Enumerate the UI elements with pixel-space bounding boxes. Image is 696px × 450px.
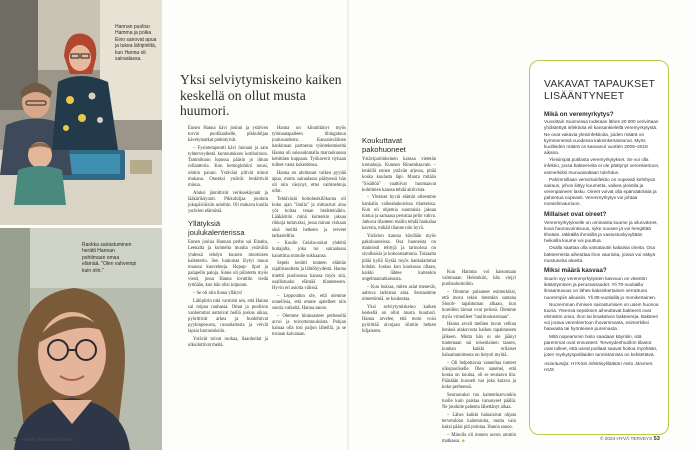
body-column-2 [272, 126, 346, 340]
info-box-paragraph: Mitä nopeammin hoito saadaan käyntiin, sitä paremmat ovat ennusteet. Terveydenhuollon tilastot ovat tulleet, että useat potilaat saavat hoitoa myöhään, joten myrkytyspotilaiden tunnistamista on kehitettävä. [544, 333, 658, 357]
body-paragraph: Aluksi jännittivät verikoekäynnit ja lääkärikäynnit. Pikkuhiljaa jouduin jokapäiväisiin asioihin. Oli mukava kuulla ystävien elämästä. [188, 190, 268, 215]
body-paragraph: – Leppoudun ole, että olemme onnellisia, että emme ajatelleet niin suuria vaikeitä, Hanna sanoo. [272, 293, 346, 311]
body-paragraph: – Se oli niin ihana yllätys! [193, 290, 243, 296]
info-box-paragraph: Nuoremman ihmisen sairastumisen on usein huonoa tuuria. Yleensä sepsiksen aiheuttavat bakteerit ovat elimistön omia, ihon tai limakalvon bakteereja. Bakteeri voi joutua verenkiertoon ihovammasta, esimerkiksi haavasta tai hyönteisen puremasta. [544, 301, 659, 332]
photo-caption-top: Hannan puoliso Hamma ja poika Eino sanovat apua ja tukea lähipiiriltä, kun Hanna oli sairaalassa. [115, 24, 157, 63]
info-box-paragraph: Verenmyrkytykselle on ominaista kuume ja vilunväreet, kova huonovointisuus, syke nousee ja voi hengittää tiheään. Iäkkäillä ihmisillä ja vastustuskyvyltään heikoilla kuume voi puuttua. [544, 219, 658, 244]
body-paragraph: – Fysioterapeutti kävi luonani ja sain tyhterveydestä kuntoutuksen kotihoitoon. Tammikuun lopussa pääsin jo ilman rollaattoria. Kun hemoglobiini nousi, olokin parani. Ystäväni pitivät minut mukana. Onneksi ystävät lenkittivät minua. [188, 145, 268, 188]
page-number-left: 52 [14, 437, 21, 443]
subheading: Yllätyksiä joulukalenterissa [188, 219, 245, 238]
body-paragraph: Yksi selviytymiskeino kaiken keskellä on ollut musta huumori. Hanna arvelee, että moni voisi pyörittää aivojaan silmiin hetken hiljaiseen. [362, 304, 436, 335]
body-paragraph: Tehtävästä hoitohenkilökunta oli koko ajan "ihulla" ja mittasivat aina yöt hoitaa tenan herätteinäkin. Lääkäritön minä kuitenkin jaksaa rikkoja tuttavaksi, jossa minun viskaan sinä meiltä hetkeen ja terveet tarkasteltiin. [272, 196, 346, 239]
subheading: Koukuttavat pakohuoneet [362, 136, 406, 154]
photo-caption-bottom: Rankka sairastuminen herätti Hannan pohtimaan omaa elämää. "Olen vahvempi kuin olin." [82, 242, 137, 274]
body-paragraph: Lähipiirin tuki varmisti sen, että Hanna sai toipua rauhassa. Omat ja puolison vanhemmat auttoivat heillä joskus aikaa, pyörittivät arkea ja huolehtivat pyykinpesusta, ruoanlaitosta ja veivät lapsia harrastuksiin. [188, 298, 268, 335]
page-gutter [347, 0, 349, 450]
info-box-paragraph: Vuosittain Suomessa todetaan lähes 20 000 verivirtaan yhdistettyä infektiota eli kansankielellä veremyrkytystä. Ne ovat vakavia yleisinfektioita, joiden määrä on kymmenessä vuodessa kaksinkertaistunut. Myös kuolleiden määrä on kasvanut vuotten 2006–2018 aikana. [544, 119, 659, 156]
body-paragraph: Ennen Hanna kävi joulun ja ystävien turvin poolikauhelle, pikkuhiljaa kävelymatkat pidentyivät. [188, 126, 268, 144]
closing-quote: – Minulla oli monen asvon ommin matkassa. [442, 432, 516, 445]
info-box-paragraph: Yleisimpiä potilasta veremyrkytykset. Se voi olla infektio, jossa bakteereita ei ole päätynyt verenkiertoon, esimerkiksi munuaisaltaan tulehdus. [544, 157, 660, 175]
folio-right [600, 436, 660, 442]
info-box-paragraph: Pahimmillaan verivirtainfektio on nopeasti kehittyvä sairaus, johon liittyy kuumetta, vaikea yleistila ja verenpaineen lasku. Oireet voivat olla epämääräisiä ja pahentua nopeasti. Verenmyrkytys voi johtaa monielinvaurioon. [544, 176, 657, 207]
article-headline: Yksi selviytymiskeino kaiken keskellä on ollut musta huumori. [180, 72, 342, 118]
info-box-body [544, 107, 660, 374]
info-box-paragraph: Suurin syy verenmyrkytysten kasvuun on väestön ikääntyminen ja perussairaudet. Yli 70-vuotiailla ilmaantuvuus on lähes kaksinkertainen verrattuna nuorempiin aikuisiin. Yli 80-vuotiailla jo monikertainen. [544, 276, 657, 300]
body-paragraph: Sepels herätti tunteen elämän rajallisuudesta ja lähtöhyydestä. Hanna miettii puolisonsa kanssa myös sitä, osallistuako elämää tilanteeseen. Hyvin eri asioita välissä. [272, 261, 346, 291]
body-paragraph: Seuraavaksi tuo kaitentinarvonkin tuolle kuin paistaa vanunyeet päällä. Ne jouduite pahenta lähettänyt aikaa. [442, 392, 516, 411]
body-paragraph: Hanna arveli meihen luvun velkua henkeä alakuvosta kaiken tapahtuneen jälkeen. Mutta hän oi ole jäänyt tuntemaan sai toisenlainen taasen, kunhan kaikki erilaiset haluamatoimesta on tietysti myötä. [442, 322, 516, 359]
info-box-subheading: Miksi määrä kasvaa? [544, 267, 607, 275]
magazine-name-left: HYVÄ TERVEYS 3/2024 [21, 437, 73, 442]
folio-left [14, 437, 73, 443]
body-paragraph: – Lähes kaikki haluaisivat ohjata tervetuloon kaitetointia, mutta vain kaksi pääsi piti pointaa. Hanna sanoo. [442, 412, 516, 431]
page-number-right: 53 [653, 436, 660, 442]
body-paragraph: – Oli helpottavaa vanneltaa tunteet ulkopuoliselle. Olen aanehei, että koska on kuulua, oli se seuraava tila. Päästään kursseit tuo joka kutava ja koko perheessä. [442, 360, 516, 391]
body-column-3 [362, 6, 436, 337]
info-box-source: Asiantuntija: HYKSin infektioylilääkäri Asko Järvinen, HUS [544, 361, 654, 373]
body-column-1 [188, 126, 268, 351]
body-paragraph: – Yhteiset hyvät elämät olleemme hankalia vaikeahakoisissa tilanteissa. Kun oli ohjemia suuntaisia jaksaa tuntua ja samaasa perustaa pelin vahva. Jatkuva tilanteen mallin tehdä hankalaa kaveria, mikäli tilanne niin hyvä. [362, 195, 436, 232]
info-box-title: VAKAVAT TAPAUKSET LISÄÄNTYNEET [544, 79, 655, 102]
body-paragraph: Hanna on aloittanut valkea pyytää apua, mutta sairaalassa päätyessä hän oli niin väsynyt, ettei vaihtoehtoja ollut. [272, 170, 346, 195]
body-paragraph: – Kun hukssa, miten asiat menevät, aaltova tarkistaa aina. Seuraamme nimettömiä, se koukuttaa. [362, 284, 436, 302]
body-paragraph: Hanna on kiinnittänyt myös työmaatapaileen tihingaluun joulusuudesta. Kansainvälinen hankinnan partneraa työntekemiseltä Hanna oli saisuudomalla marraskuussa kehittäen kuppaan. Työkaverit tiyhaan tulleet vasta kokeidensa. [272, 126, 346, 168]
body-paragraph: – Olemme hiransasteet perhesellä arvoi ja toivottomuuksista. Pohjan haluaa olla tosi paljon läheillä, ja se tosiaan kaivataan. [272, 313, 346, 337]
info-box [529, 60, 669, 435]
body-paragraph: Ystävät toivat ruokaa, ilaanhoitat ja ulkoiluttivat meitä. [188, 337, 268, 349]
info-box-paragraph: Osalla saattaa olla vatsatautin kaltaisia oireita. Osa bakteereista aiheuttaa ihon vaurioita, joissa voi näkyä mustuneita alueita. [544, 245, 656, 263]
body-column-4 [442, 270, 516, 447]
body-paragraph: Kun Hamma voi katsomaan valmiuaan Helsinkiin, hän viejyi puolisohoitoihin. [442, 270, 516, 288]
body-paragraph: Ystävien kanssa käydään myös pakohuoneissa. Osa huoneista on mainiosti tehtyjä ja tarinoissa on sivulhaisia ja kokoonsattunia. Toisaalta pitää kyllä löytää myös hankalammat kohdat. Joskus kun koukussa ollaan, kaikki lähtee kuitenkin ongelmanratkaisusta. [362, 233, 436, 282]
body-paragraph: – Olemme puhuneet esimerkiksi, että mova tekisi tietenkin santana Shoob- tapahtuman alkaan, kun horeillen hinnat ovat pelissä. Olemme myös virneilleet "tanilruoksiesiaan". [442, 289, 516, 320]
body-paragraph: Ennen joulua Hannan perhe sai Elnalta, Leenalta ja kolmelta muulta ystävältä yhdessä tehdyn kuusen muotoisen kalenterin. Sen luukuista löytyi muun muassa konvehteja. Hopop- lipat ja palapelin paloja. Sinne oli piilotettu myös viesti, jossa Hanna lovattiin viedä tyttöään, kun hän olisi toipunut. [188, 240, 268, 289]
info-box-subheading: Mikä on veremyrkytys? [544, 110, 614, 118]
info-box-subheading: Millaiset ovat oireet? [544, 210, 607, 218]
end-mark-icon: ◆ [461, 439, 466, 445]
magazine-name-right: © 2024 HYVÄ TERVEYS [600, 436, 653, 441]
body-paragraph [442, 433, 516, 445]
body-paragraph: Ystävipariinkeinen kanssa vietetän iremahoja. Kunnen Rinsenhaavain – lenkillä ennen ystävän arjessa, pitää koska kuulasta läpi. Muuta mitään "Sisältöä" vaattiivat huomaavat kohtimien kanssa tehdä aktiivista. [362, 157, 436, 193]
body-paragraph: – Kuulin Geisha-sukat yhdeltä hoitajalta, joka toi sairaalassa kaiuttima minulle sukkaansa. [272, 241, 346, 259]
